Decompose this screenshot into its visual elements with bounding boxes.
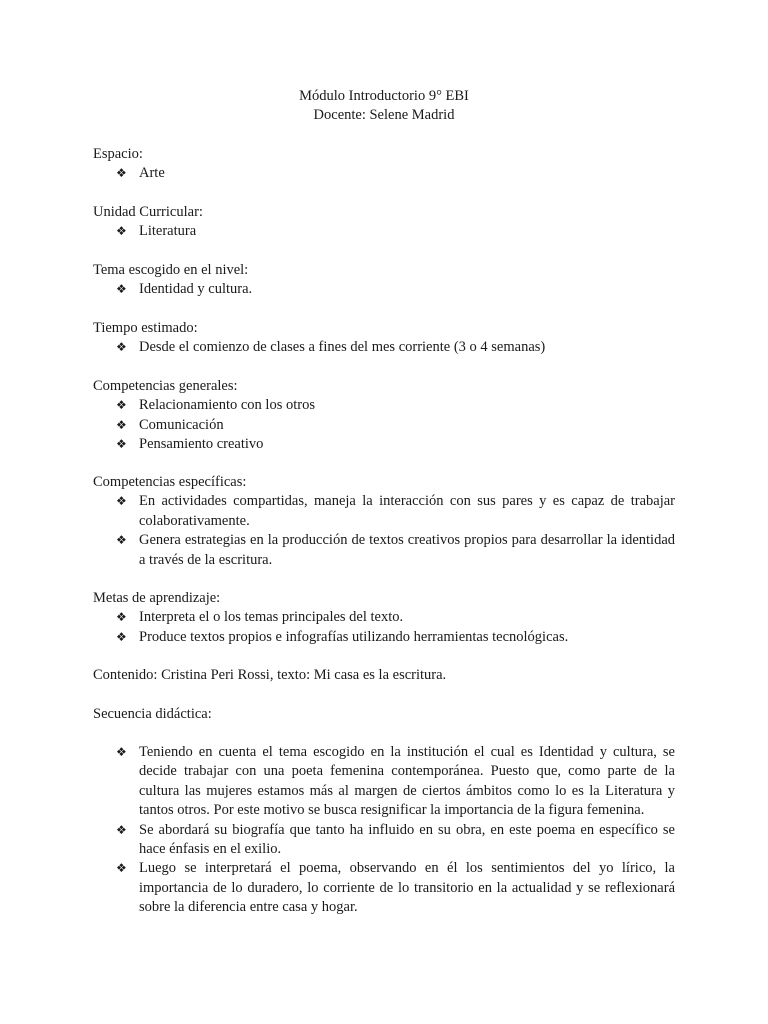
- diamond-bullet-icon: ❖: [116, 494, 127, 509]
- list-item: [93, 222, 675, 241]
- section-espacio: [93, 145, 675, 184]
- list-item-text: En actividades compartidas, maneja la interacción con sus pares y es capaz de trabajar colaborativamente.: [139, 493, 675, 529]
- diamond-bullet-icon: ❖: [116, 398, 127, 413]
- section-secuencia-items: [93, 743, 675, 918]
- bullet-list: [93, 396, 675, 454]
- list-item: [93, 164, 675, 183]
- list-item-text: Desde el comienzo de clases a fines del mes corriente (3 o 4 semanas): [139, 339, 546, 356]
- list-item: [93, 416, 675, 435]
- bullet-list: [93, 280, 675, 299]
- list-item: [93, 396, 675, 415]
- teacher-name: Docente: Selene Madrid: [313, 107, 455, 123]
- list-item: [93, 628, 675, 647]
- section-title: Unidad Curricular:: [93, 204, 203, 220]
- section-unidad-curricular: [93, 203, 675, 242]
- list-item-text: Teniendo en cuenta el tema escogido en la institución el cual es Identidad y cultura, se decide trabajar con una poeta femenina contemporánea. Puesto que, como parte de la cultura las mujeres estamos más al margen de ciertos ámbitos como lo es la Literatura y tantos otros. Por este motivo se busca resignificar la importancia de la figura femenina.: [139, 744, 675, 819]
- list-item: [93, 492, 675, 531]
- list-item-text: Produce textos propios e infografías utilizando herramientas tecnológicas.: [139, 628, 569, 645]
- bullet-list: [93, 492, 675, 570]
- section-tiempo: [93, 319, 675, 358]
- list-item-text: Relacionamiento con los otros: [139, 397, 315, 414]
- list-item-text: Luego se interpretará el poema, observando en él los sentimientos del yo lírico, la importancia de lo duradero, lo corriente de lo transitorio en la actualidad y se reflexionará sobre la diferencia entre casa y hogar.: [139, 860, 675, 916]
- list-item: [93, 338, 675, 357]
- list-item-text: Interpreta el o los temas principales del texto.: [139, 609, 404, 626]
- list-item: [93, 608, 675, 627]
- list-item-text: Genera estrategias en la producción de textos creativos propios para desarrollar la identidad a través de la escritura.: [139, 532, 675, 568]
- diamond-bullet-icon: ❖: [116, 822, 127, 837]
- section-title: Espacio:: [93, 146, 143, 162]
- section-tema: [93, 261, 675, 300]
- bullet-list: [93, 608, 675, 647]
- list-item: [93, 435, 675, 454]
- diamond-bullet-icon: ❖: [116, 861, 127, 876]
- bullet-list: [93, 222, 675, 241]
- list-item: [93, 821, 675, 860]
- diamond-bullet-icon: ❖: [116, 417, 127, 432]
- section-title: Competencias generales:: [93, 378, 238, 394]
- section-title: Tiempo estimado:: [93, 320, 198, 336]
- diamond-bullet-icon: ❖: [116, 610, 127, 625]
- diamond-bullet-icon: ❖: [116, 745, 127, 759]
- bullet-list: [93, 338, 675, 357]
- diamond-bullet-icon: ❖: [116, 340, 127, 355]
- list-item-text: Literatura: [139, 223, 197, 240]
- list-item-text: Pensamiento creativo: [139, 436, 264, 453]
- diamond-bullet-icon: ❖: [116, 224, 127, 239]
- document-title: Módulo Introductorio 9° EBI: [299, 88, 469, 104]
- section-contenido: [93, 666, 675, 685]
- list-item-text: Se abordará su biografía que tanto ha influido en su obra, en este poema en específico se hace énfasis en el exilio.: [139, 821, 675, 858]
- bullet-list: [93, 743, 675, 918]
- section-title: Contenido: Cristina Peri Rossi, texto: Mi casa es la escritura.: [93, 667, 447, 683]
- section-competencias-especificas: [93, 473, 675, 570]
- diamond-bullet-icon: ❖: [116, 282, 127, 297]
- list-item-text: Comunicación: [139, 416, 224, 433]
- section-competencias-generales: [93, 377, 675, 455]
- section-secuencia: [93, 705, 675, 724]
- list-item: [93, 859, 675, 917]
- section-metas: [93, 589, 675, 647]
- section-title: Metas de aprendizaje:: [93, 590, 221, 606]
- section-title: Competencias específicas:: [93, 474, 247, 490]
- diamond-bullet-icon: ❖: [116, 437, 127, 452]
- list-item: [93, 531, 675, 570]
- diamond-bullet-icon: ❖: [116, 629, 127, 644]
- section-title: Tema escogido en el nivel:: [93, 262, 249, 278]
- section-title: Secuencia didáctica:: [93, 706, 212, 722]
- diamond-bullet-icon: ❖: [116, 166, 127, 181]
- list-item: [93, 280, 675, 299]
- list-item-text: Arte: [139, 165, 165, 182]
- list-item-text: Identidad y cultura.: [139, 281, 253, 298]
- diamond-bullet-icon: ❖: [116, 533, 127, 548]
- list-item: [93, 743, 675, 821]
- bullet-list: [93, 164, 675, 183]
